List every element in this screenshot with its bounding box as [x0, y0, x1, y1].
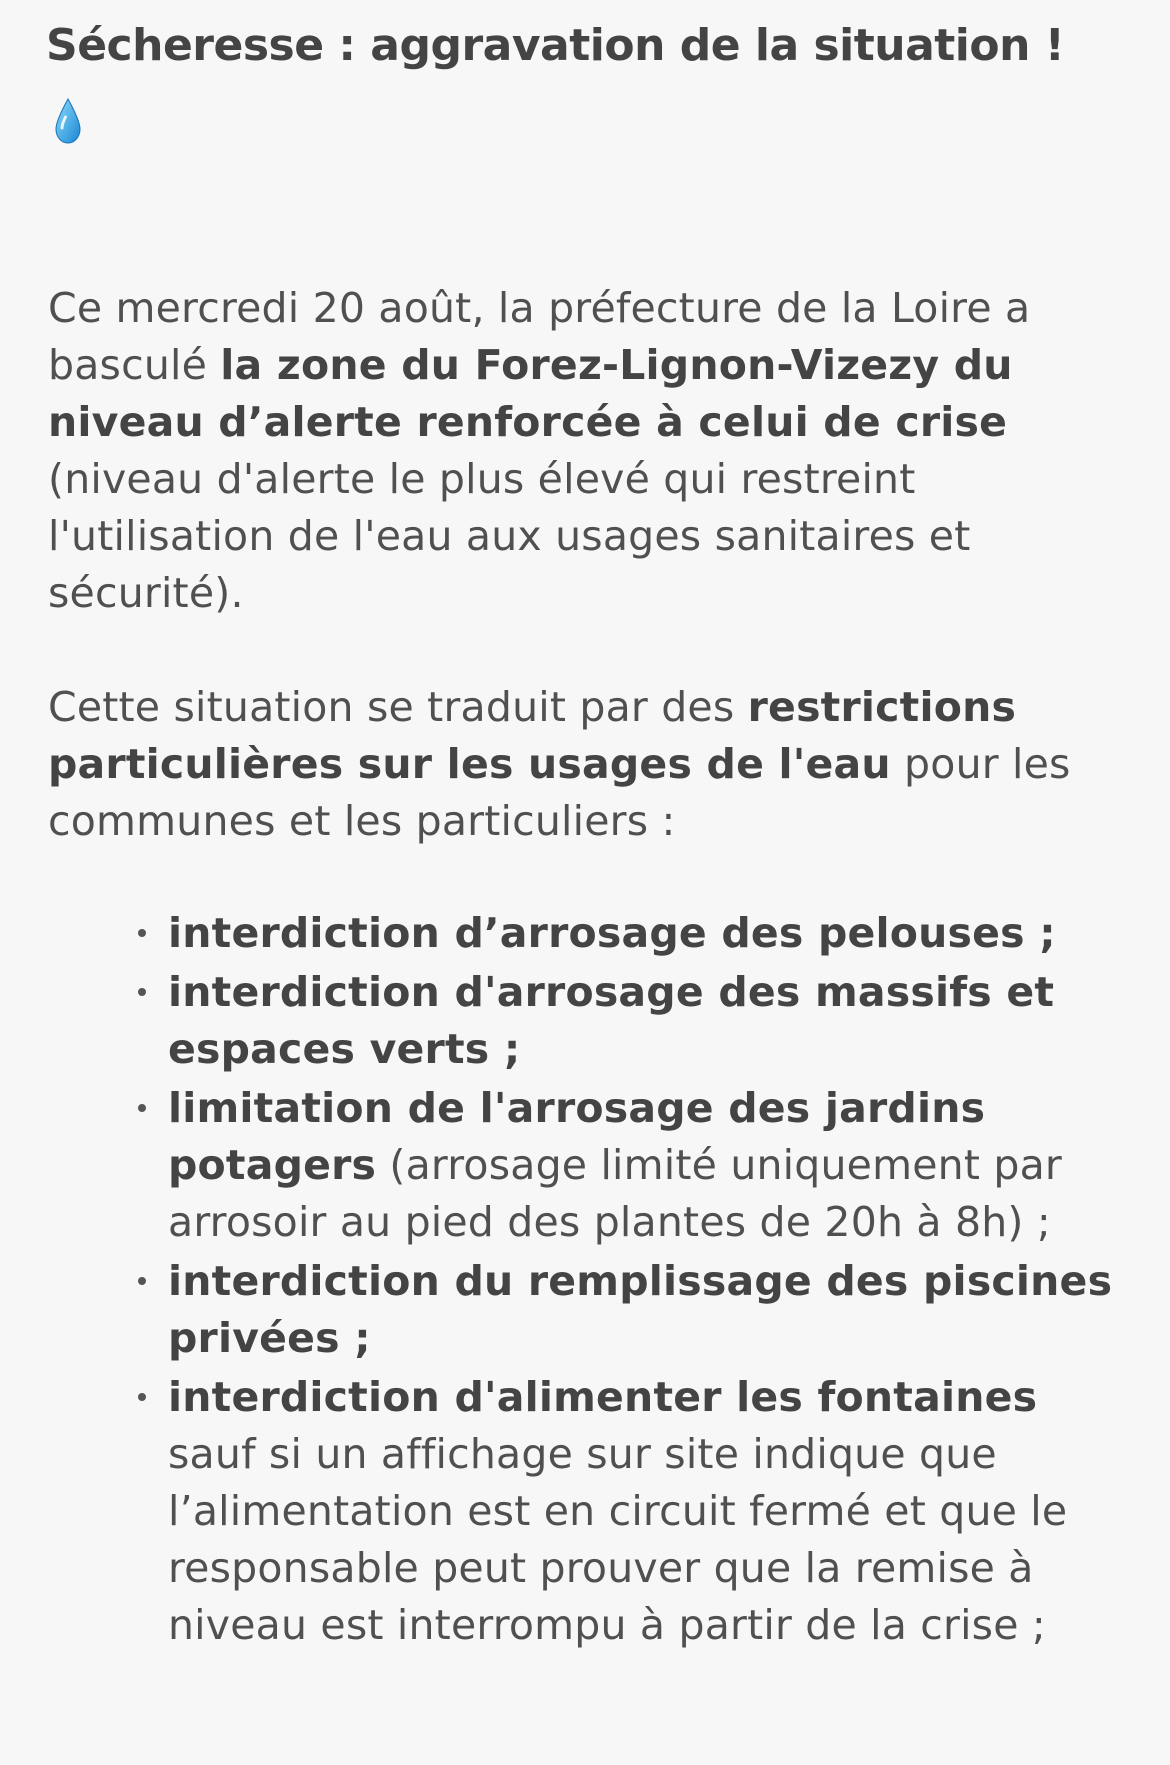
bullet-icon [138, 988, 146, 996]
intro-highlight: la zone du Forez-Lignon-Vizezy du niveau d’alerte renforcée à celui de crise [48, 341, 1013, 446]
situation-paragraph [0, 679, 1170, 850]
intro-paragraph [0, 280, 1170, 622]
list-item [168, 1369, 1134, 1654]
list-item [168, 1080, 1134, 1251]
bullet-icon [138, 1104, 146, 1112]
situation-text-end: pour les communes et les particuliers : [48, 740, 1071, 845]
list-item-text: (arrosage limité uniquement par arrosoir au pied des plantes de 20h à 8h) ; [168, 1141, 1062, 1246]
intro-text-start: Ce mercredi 20 août, la préfecture de la Loire a basculé [48, 284, 1031, 389]
list-item [168, 964, 1134, 1078]
situation-text-start: Cette situation se traduit par des [48, 683, 748, 731]
bullet-icon [138, 1277, 146, 1285]
situation-highlight: restrictions particulières sur les usages de l'eau [48, 683, 1017, 788]
bullet-icon [138, 1393, 146, 1401]
list-item-bold: interdiction d'arrosage des massifs et espaces verts ; [168, 968, 1055, 1073]
list-item-bold: interdiction d'alimenter les fontaines [168, 1373, 1038, 1421]
title-emoji [0, 98, 1170, 158]
bullet-icon [138, 929, 146, 937]
droplet-icon [54, 98, 82, 144]
list-item [168, 905, 1134, 962]
list-item-text: sauf si un affichage sur site indique que l’alimentation est en circuit fermé et que le responsable peut prouver que la remise à niveau est interrompu à partir de la crise ; [168, 1430, 1068, 1649]
list-item-bold: interdiction d’arrosage des pelouses ; [168, 909, 1056, 957]
restrictions-list [0, 905, 1170, 1654]
list-item-bold: limitation de l'arrosage des jardins potagers [168, 1084, 986, 1189]
intro-text-end: (niveau d'alerte le plus élevé qui restreint l'utilisation de l'eau aux usages sanitaires et sécurité). [48, 455, 971, 617]
list-item-bold: interdiction du remplissage des piscines privées ; [168, 1257, 1113, 1362]
list-item [168, 1253, 1134, 1367]
article-title: Sécheresse : aggravation de la situation ! [46, 20, 1065, 71]
